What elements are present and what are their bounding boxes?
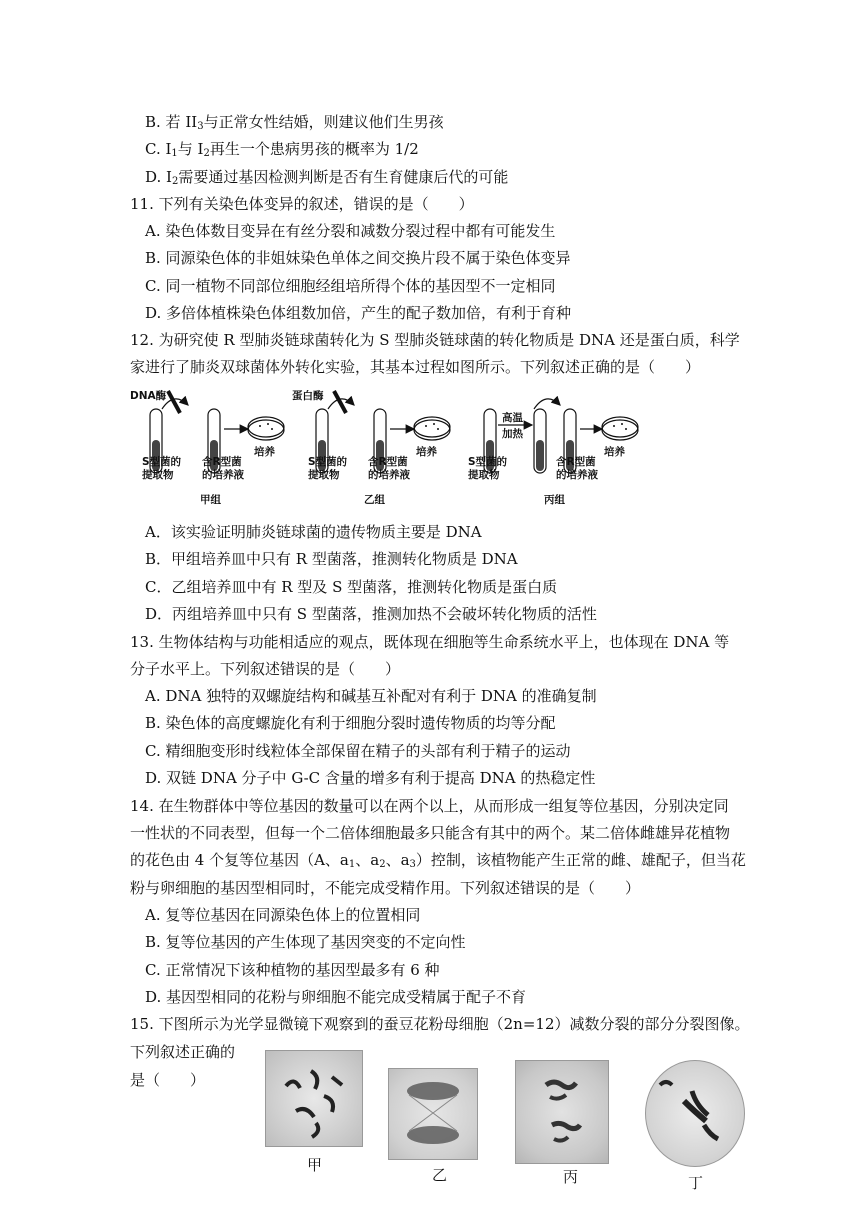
q15-stem-line3: 是（ ） xyxy=(130,1071,206,1089)
micrograph-label-ding: 丁 xyxy=(688,1174,704,1192)
q14-option-c: C. 正常情况下该种植物的基因型最多有 6 种 xyxy=(145,961,440,979)
q13-option-a: A. DNA 独特的双螺旋结构和碱基互补配对有利于 DNA 的准确复制 xyxy=(145,687,597,705)
svg-text:提取物: 提取物 xyxy=(308,469,340,481)
q10-option-d: D. $I_2$需要通过基因检测判断是否有生育健康后代的可能 xyxy=(145,168,509,187)
culture-label: 培养 xyxy=(604,446,625,458)
q14-stem-line4: 粉与卵细胞的基因型相同时，不能完成受精作用。下列叙述错误的是（ ） xyxy=(130,879,641,897)
s-extract-label: S型菌的 xyxy=(308,456,348,468)
r-culture-label: 含R型菌 xyxy=(202,456,242,468)
micrograph-label-bing: 丙 xyxy=(563,1168,579,1186)
group-name: 乙组 xyxy=(364,494,385,506)
dropper-icon xyxy=(168,391,180,413)
group-jia xyxy=(130,389,284,506)
q14-stem-line3: 的花色由 4 个复等位基因（A、$a_1$、$a_2$、$a_3$）控制，该植物能产生正常的雌、雄配子，但当花 xyxy=(130,851,746,870)
q13-stem-line1: 13. 生物体结构与功能相适应的观点，既体现在细胞等生命系统水平上，也体现在 DNA 等 xyxy=(130,633,730,651)
q14-option-b: B. 复等位基因的产生体现了基因突变的不定向性 xyxy=(145,933,466,951)
svg-text:的培养液: 的培养液 xyxy=(556,469,598,481)
q14-option-d: D. 基因型相同的花粉与卵细胞不能完成受精属于配子不育 xyxy=(145,988,527,1006)
micrograph-yi xyxy=(388,1068,478,1160)
q12-option-c: C．乙组培养皿中有 R 型及 S 型菌落，推测转化物质是蛋白质 xyxy=(145,578,558,596)
svg-text:加热: 加热 xyxy=(502,428,523,440)
heat-label: 高温 xyxy=(502,412,523,424)
dna-enzyme-label: DNA酶 xyxy=(130,390,167,402)
group-name: 丙组 xyxy=(544,494,565,506)
micrograph-bing xyxy=(515,1060,609,1164)
micrograph-label-yi: 乙 xyxy=(432,1166,448,1184)
micrograph-ding xyxy=(645,1060,745,1167)
q11-option-b: B. 同源染色体的非姐妹染色单体之间交换片段不属于染色体变异 xyxy=(145,249,571,267)
culture-label: 培养 xyxy=(416,446,437,458)
r-culture-label: 含R型菌 xyxy=(368,456,408,468)
q11-option-c: C. 同一植物不同部位细胞经组培所得个体的基因型不一定相同 xyxy=(145,277,556,295)
q13-option-c: C. 精细胞变形时线粒体全部保留在精子的头部有利于精子的运动 xyxy=(145,742,571,760)
q12-option-a: A．该实验证明肺炎链球菌的遗传物质主要是 DNA xyxy=(145,523,482,541)
q12-stem-line2: 家进行了肺炎双球菌体外转化实验，其基本过程如图所示。下列叙述正确的是（ ） xyxy=(130,358,701,376)
transformation-experiment-diagram xyxy=(126,385,646,510)
q10-option-c: C. $I_1$与 $I_2$再生一个患病男孩的概率为 1/2 xyxy=(145,140,419,159)
q13-option-b: B. 染色体的高度螺旋化有利于细胞分裂时遗传物质的均等分配 xyxy=(145,714,556,732)
q14-stem-line1: 14. 在生物群体中等位基因的数量可以在两个以上，从而形成一组复等位基因，分别决定同 xyxy=(130,797,729,815)
culture-label: 培养 xyxy=(254,446,275,458)
group-yi xyxy=(292,389,450,506)
q14-option-a: A. 复等位基因在同源染色体上的位置相同 xyxy=(145,906,421,924)
r-culture-label: 含R型菌 xyxy=(556,456,596,468)
group-name: 甲组 xyxy=(200,494,221,506)
q13-stem-line2: 分子水平上。下列叙述错误的是（ ） xyxy=(130,660,401,678)
group-bing xyxy=(468,399,638,506)
svg-text:提取物: 提取物 xyxy=(142,469,174,481)
q10-option-b: B. 若 $II_3$与正常女性结婚，则建议他们生男孩 xyxy=(145,113,444,132)
q11-stem: 11. 下列有关染色体变异的叙述，错误的是（ ） xyxy=(130,195,474,213)
micrograph-label-jia: 甲 xyxy=(307,1156,323,1174)
q12-stem-line1: 12. 为研究使 R 型肺炎链球菌转化为 S 型肺炎链球菌的转化物质是 DNA 还是蛋白质，科学 xyxy=(130,331,740,349)
svg-text:的培养液: 的培养液 xyxy=(202,469,244,481)
dropper-icon xyxy=(334,391,346,413)
s-extract-label: S型菌的 xyxy=(142,456,182,468)
svg-text:的培养液: 的培养液 xyxy=(368,469,410,481)
protease-label: 蛋白酶 xyxy=(292,390,324,402)
s-extract-label: S型菌的 xyxy=(468,456,508,468)
q11-option-a: A. 染色体数目变异在有丝分裂和减数分裂过程中都有可能发生 xyxy=(145,222,556,240)
svg-text:提取物: 提取物 xyxy=(468,469,500,481)
q15-stem-line1: 15. 下图所示为光学显微镜下观察到的蚕豆花粉母细胞（2n=12）减数分裂的部分分裂图像。 xyxy=(130,1015,750,1033)
q11-option-d: D. 多倍体植株染色体组数加倍，产生的配子数加倍，有利于育种 xyxy=(145,304,572,322)
q15-stem-line2: 下列叙述正确的 xyxy=(130,1043,236,1061)
q14-stem-line2: 一性状的不同表型，但每一个二倍体细胞最多只能含有其中的两个。某二倍体雌雄异花植物 xyxy=(130,824,731,842)
q12-option-d: D．丙组培养皿中只有 S 型菌落，推测加热不会破坏转化物质的活性 xyxy=(145,605,597,623)
q13-option-d: D. 双链 DNA 分子中 G-C 含量的增多有利于提高 DNA 的热稳定性 xyxy=(145,769,596,787)
q12-option-b: B．甲组培养皿中只有 R 型菌落，推测转化物质是 DNA xyxy=(145,550,518,568)
micrograph-jia xyxy=(265,1050,363,1147)
